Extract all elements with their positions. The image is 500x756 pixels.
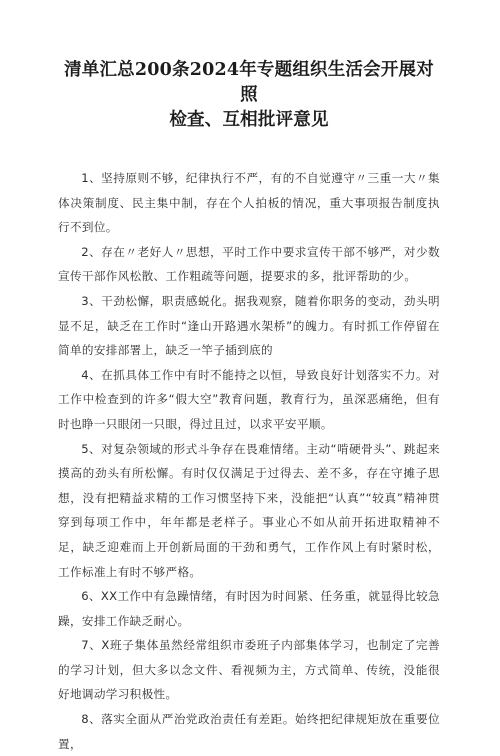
paragraph-3: 3、干劲松懈，职责感蜕化。据我观察，随着你职务的变动，劲头明显不足，缺乏在工作时“逢山开路遇水架桥”的魄力。有时抓工作停留在简单的安排部署上，缺乏一竿子插到底的	[58, 293, 440, 358]
document-body	[58, 166, 440, 756]
paragraph-4: 4、在抓具体工作中有时不能持之以恒，导致良好计划落实不力。对工作中检查到的许多“假大空”教育问题，教育行为，虽深恶痛绝，但有时也睁一只眼闭一只眼，得过且过，以求平安平顺。	[58, 367, 440, 431]
paragraph-8: 8、落实全面从严治党政治责任有差距。始终把纪律规矩放在重要位置，	[58, 712, 440, 751]
paragraph-6: 6、XX工作中有急躁情绪，有时因为时间紧、任务重，就显得比较急躁，安排工作缺乏耐心。	[58, 589, 440, 628]
document-title	[58, 0, 440, 133]
title-line-2: 检查、互相批评意见	[169, 110, 329, 130]
title-line-1: 清单汇总200条2024年专题组织生活会开展对照	[64, 60, 434, 105]
paragraph-5: 5、对复杂领域的形式斗争存在畏难情绪。主动“啃硬骨头”、跳起来摸高的劲头有所松懈。有时仅仅满足于过得去、差不多，存在守摊子思想，没有把精益求精的工作习惯坚持下来，没能把“认真”“较真”精神贯穿到每项工作中，年年都是老样子。事业心不如从前开拓进取精神不足，缺乏迎难而上开创新局面的干劲和勇气，工作作风上有时紧时松，工作标准上有时不够严格。	[58, 441, 440, 579]
paragraph-7: 7、X班子集体虽然经常组织市委班子内部集体学习，也制定了完善的学习计划，但大多以念文件、看视频为主，方式简单、传统，没能很好地调动学习积极性。	[58, 638, 440, 702]
paragraph-2: 2、存在〃老好人〃思想，平时工作中要求宣传干部不够严，对少数宣传干部作风松散、工作粗疏等问题，提要求的多，批评帮助的少。	[58, 244, 440, 284]
paragraph-1: 1、坚持原则不够，纪律执行不严，有的不自觉遵守〃三重一大〃集体决策制度、民主集中制，存在个人拍板的情况，重大事项报告制度执行不到位。	[58, 171, 440, 235]
